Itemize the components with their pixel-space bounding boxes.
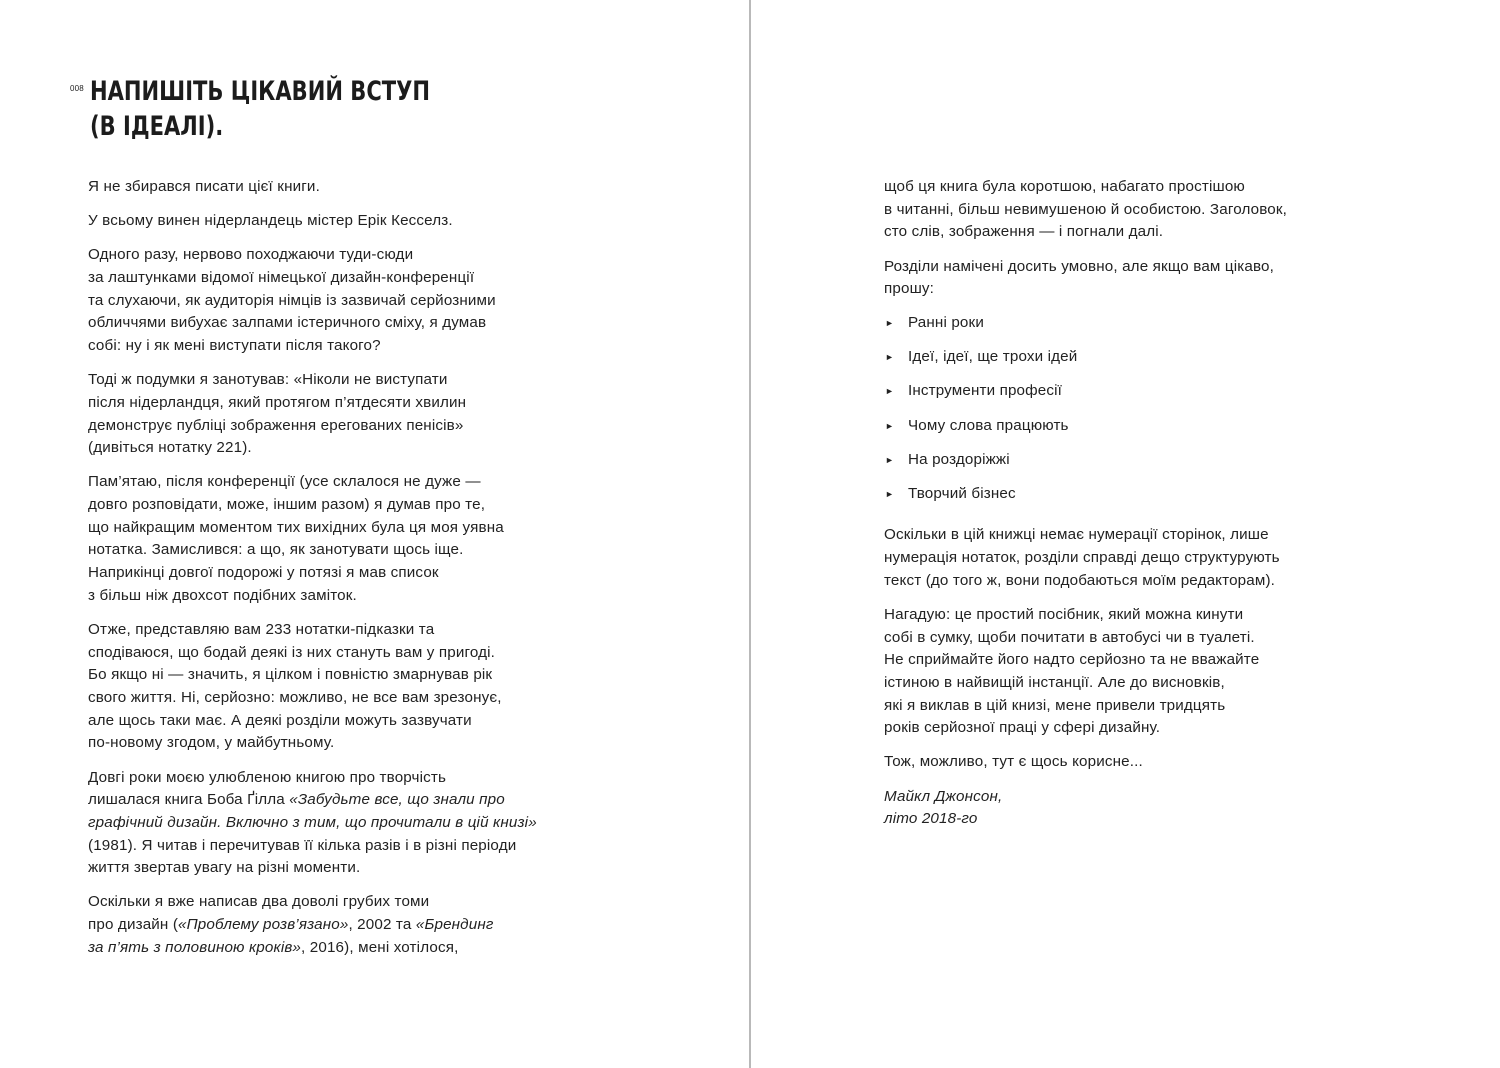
text-line: після нідерландця, який протягом п’ятдесяти хвилин: [88, 393, 467, 411]
paragraph: [88, 176, 558, 199]
text-line: (1981). Я читав і перечитував її кілька разів і в різні періоди: [88, 836, 517, 854]
paragraph: [88, 767, 558, 881]
text-fragment: , 2002 та: [348, 916, 416, 934]
text-line: [88, 937, 558, 960]
page-title: [90, 74, 431, 144]
triangle-bullet-icon: ►: [885, 420, 895, 431]
text-line: [88, 914, 558, 937]
text-line: Наприкінці довгої подорожі у потязі я мав список: [88, 564, 439, 582]
chapter-label: Творчий бізнес: [908, 484, 1016, 502]
text-line: Отже, представляю вам 233 нотатки-підказки та: [88, 620, 435, 638]
text-line: Я не збирався писати цієї книги.: [88, 178, 320, 195]
text-line: нумерація нотаток, розділи справді дещо структурують: [884, 549, 1280, 567]
text-fragment: , 2016), мені хотілося,: [301, 938, 459, 956]
chapter-label: Ідеї, ідеї, ще трохи ідей: [908, 348, 1078, 366]
text-line: за лаштунками відомої німецької дизайн-конференції: [88, 268, 475, 286]
text-line: Довгі роки моєю улюбленою книгою про творчість: [88, 768, 447, 786]
paragraph: [884, 604, 1324, 740]
text-line: істиною в найвищій інстанції. Але до висновків,: [884, 673, 1225, 691]
text-line: У всьому винен нідерландець містер Ерік Кесселз.: [88, 212, 453, 230]
book-title: «Проблему розв’язано»: [178, 916, 349, 934]
list-item: [884, 312, 1324, 335]
triangle-bullet-icon: ►: [885, 454, 895, 465]
text-line: обличчями вибухає залпами істеричного сміху, я думав: [88, 314, 487, 332]
paragraph: [884, 751, 1324, 774]
paragraph: [88, 619, 558, 755]
list-item: [884, 380, 1324, 403]
paragraph: [884, 176, 1324, 244]
text-line: свого життя. Ні, серйозно: можливо, не все вам зрезонує,: [88, 689, 502, 707]
text-line: життя звертав увагу на різні моменти.: [88, 859, 361, 877]
page-spine-divider: [749, 0, 751, 1068]
list-item: [884, 483, 1324, 506]
list-item: [884, 346, 1324, 369]
text-line: Пам’ятаю, після конференції (усе склалося не дуже —: [88, 473, 481, 491]
text-line: в читанні, більш невимушеною й особистою. Заголовок,: [884, 200, 1288, 218]
text-line: Оскільки в цій книжці немає нумерації сторінок, лише: [884, 526, 1269, 544]
chapter-list: [884, 312, 1324, 505]
title-line: НАПИШІТЬ ЦІКАВИЙ ВСТУП: [90, 76, 431, 107]
text-line: по-новому згодом, у майбутньому.: [88, 734, 335, 752]
text-line: Розділи намічені досить умовно, але якщо вам цікаво,: [884, 257, 1274, 275]
text-line: та слухаючи, як аудиторія німців із зазвичай серйозними: [88, 291, 496, 309]
paragraph: [88, 891, 558, 959]
book-title: «Брендинг: [415, 916, 494, 934]
text-line: сто слів, зображення — і погнали далі.: [884, 223, 1164, 241]
triangle-bullet-icon: ►: [885, 488, 895, 499]
triangle-bullet-icon: ►: [885, 386, 895, 397]
text-line: [88, 812, 558, 835]
list-item: [884, 449, 1324, 472]
paragraph: [884, 256, 1324, 301]
signature-name: Майкл Джонсон,: [884, 787, 1003, 805]
text-line: які я виклав в цій книзі, мене привели тридцять: [884, 696, 1226, 714]
text-fragment: лишалася книга Боба Ґілла: [88, 791, 290, 809]
chapter-label: Чому слова працюють: [908, 416, 1069, 434]
paragraph: [88, 471, 558, 607]
text-line: Бо якщо ні — значить, я цілком і повністю змарнував рік: [88, 666, 493, 684]
paragraph: [88, 369, 558, 460]
text-line: сподіваюся, що бодай деякі із них стануть вам у пригоді.: [88, 643, 496, 661]
triangle-bullet-icon: ►: [885, 318, 895, 329]
paragraph: [88, 210, 558, 233]
book-title: «Забудьте все, що знали про: [289, 791, 505, 809]
chapter-label: Ранні роки: [908, 314, 984, 332]
text-line: демонструє публіці зображення ерегованих пенісів»: [88, 416, 464, 434]
text-line: Тоді ж подумки я занотував: «Ніколи не виступати: [88, 371, 448, 389]
chapter-label: На роздоріжжі: [908, 450, 1010, 468]
note-number: 008: [70, 84, 84, 93]
signature-date: літо 2018-го: [884, 810, 978, 828]
text-line: років серйозної праці у сфері дизайну.: [884, 719, 1161, 737]
paragraph: [884, 524, 1324, 592]
author-signature: [884, 786, 1324, 831]
text-line: довго розповідати, може, іншим разом) я думав про те,: [88, 496, 486, 513]
text-line: [88, 789, 558, 812]
chapter-label: Інструменти професії: [908, 382, 1063, 400]
text-line: Тож, можливо, тут є щось корисне...: [884, 753, 1143, 771]
text-line: що найкращим моментом тих вихідних була ця моя уявна: [88, 518, 504, 536]
text-line: (дивіться нотатку 221).: [88, 439, 252, 457]
text-line: Одного разу, нервово походжаючи туди-сюди: [88, 246, 414, 264]
text-line: прошу:: [884, 280, 935, 298]
text-line: щоб ця книга була коротшою, набагато простішою: [884, 178, 1245, 195]
left-page-text: [88, 176, 558, 971]
book-title: за п’ять з половиною кроків»: [88, 938, 302, 956]
text-line: Оскільки я вже написав два доволі грубих томи: [88, 893, 430, 911]
title-line: (В ІДЕАЛІ).: [90, 111, 224, 142]
triangle-bullet-icon: ►: [885, 352, 895, 363]
book-title: графічний дизайн. Включно з тим, що прочитали в цій книзі»: [88, 813, 537, 831]
text-line: але щось таки має. А деякі розділи можуть зазвучати: [88, 711, 472, 729]
text-line: текст (до того ж, вони подобаються моїм редакторам).: [884, 571, 1276, 589]
list-item: [884, 415, 1324, 438]
text-line: Нагадую: це простий посібник, який можна кинути: [884, 605, 1244, 623]
text-line: з більш ніж двохсот подібних заміток.: [88, 586, 357, 604]
text-line: собі в сумку, щоби почитати в автобусі чи в туалеті.: [884, 628, 1255, 646]
paragraph: [88, 244, 558, 358]
right-page-text: [884, 176, 1324, 842]
text-line: Не сприймайте його надто серйозно та не вважайте: [884, 651, 1260, 669]
text-fragment: про дизайн (: [88, 916, 179, 934]
text-line: нотатка. Замислився: а що, як занотувати щось іще.: [88, 541, 464, 559]
text-line: собі: ну і як мені виступати після такого?: [88, 337, 381, 354]
